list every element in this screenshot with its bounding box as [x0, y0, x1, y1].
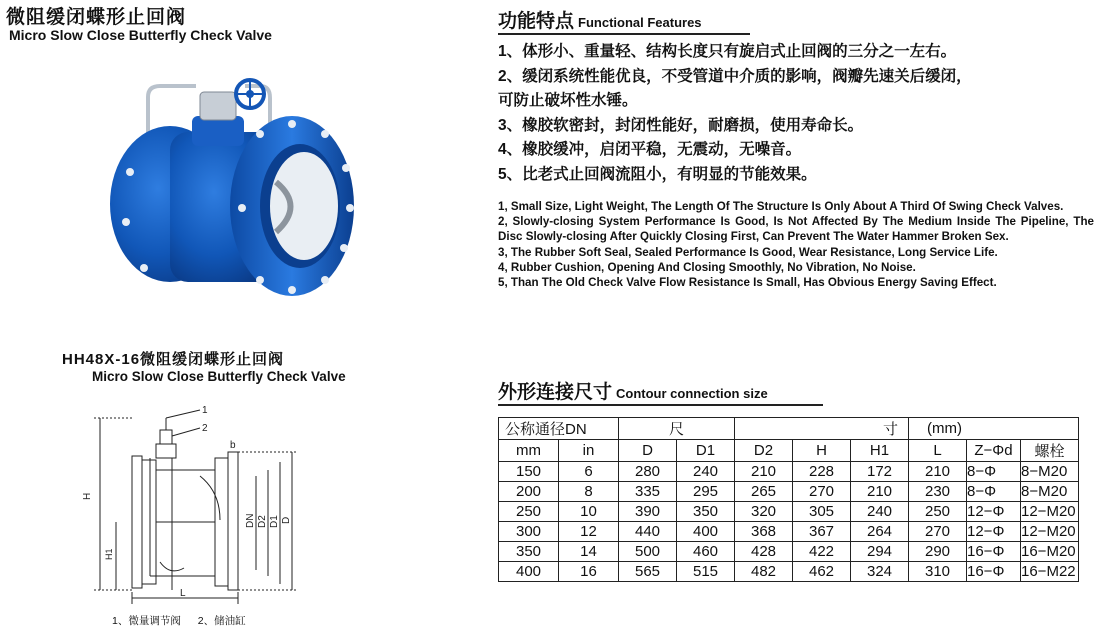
table-cell: 324: [851, 562, 909, 582]
table-cell: 8−Φ: [967, 462, 1021, 482]
table-cell: 16−M20: [1021, 542, 1079, 562]
table-cell: 264: [851, 522, 909, 542]
table-row: [499, 502, 1079, 522]
table-row: [499, 562, 1079, 582]
model-title-en: Micro Slow Close Butterfly Check Valve: [92, 369, 346, 384]
column-header: L: [909, 440, 967, 462]
features-underline: [498, 33, 750, 35]
table-cell: 500: [619, 542, 677, 562]
table-cell: 172: [851, 462, 909, 482]
table-cell: 8−M20: [1021, 482, 1079, 502]
dimensions-heading-cn: 外形连接尺寸: [498, 382, 613, 403]
product-title-en: Micro Slow Close Butterfly Check Valve: [9, 27, 272, 43]
table-cell: 400: [499, 562, 559, 582]
dimensions-heading: [498, 377, 768, 404]
features-list-en: [498, 199, 1094, 290]
feature-en-item: 5, Than The Old Check Valve Flow Resistance Is Small, Has Obvious Energy Saving Effect.: [498, 276, 997, 290]
table-cell: 294: [851, 542, 909, 562]
specs-panel: [498, 0, 1098, 633]
valve-photo: [100, 72, 360, 347]
feature-en-item: 1, Small Size, Light Weight, The Length Of The Structure Is Only About A Third Of Swing Check Valves.: [498, 200, 1064, 213]
label-DN: DN: [245, 513, 256, 528]
table-cell: 16: [559, 562, 619, 582]
table-cell: 250: [909, 502, 967, 522]
table-cell: 12−M20: [1021, 502, 1079, 522]
feature-en-item: 2, Slowly-closing System Performance Is Good, Is Not Affected By The Medium Inside The Pipeline, The Disc Slowly-closing After Quickly Closing First, Can Prevent The Water Hammer Broken Sex.: [498, 215, 1094, 244]
table-cell: 310: [909, 562, 967, 582]
table-cell: 350: [677, 502, 735, 522]
header-chi: 尺: [619, 418, 735, 440]
table-cell: 428: [735, 542, 793, 562]
features-heading: [498, 6, 702, 33]
table-cell: 10: [559, 502, 619, 522]
feature-cn-item: 5、比老式止回阀流阻小，有明显的节能效果。: [498, 165, 817, 183]
table-cell: 280: [619, 462, 677, 482]
callout-2: 2: [202, 423, 208, 434]
table-cell: 422: [793, 542, 851, 562]
table-cell: 367: [793, 522, 851, 542]
table-cell: 400: [677, 522, 735, 542]
table-row: [499, 522, 1079, 542]
model-title-cn: HH48X-16微阻缓闭蝶形止回阀: [62, 351, 285, 368]
table-cell: 16−Φ: [967, 542, 1021, 562]
table-row: [499, 482, 1079, 502]
label-H: H: [82, 492, 93, 500]
table-cell: 440: [619, 522, 677, 542]
table-row: [499, 542, 1079, 562]
table-cell: 295: [677, 482, 735, 502]
table-body: [499, 462, 1079, 582]
column-header: H1: [851, 440, 909, 462]
feature-cn-item: 可防止破坏性水锤。: [498, 92, 638, 109]
table-cell: 460: [677, 542, 735, 562]
table-cell: 200: [499, 482, 559, 502]
table-cell: 12−M20: [1021, 522, 1079, 542]
table-cell: 16−M22: [1021, 562, 1079, 582]
feature-cn-item: 1、体形小、重量轻、结构长度只有旋启式止回阀的三分之一左右。: [498, 43, 957, 60]
table-cell: 6: [559, 462, 619, 482]
table-cell: 270: [909, 522, 967, 542]
table-cell: 270: [793, 482, 851, 502]
table-cell: 390: [619, 502, 677, 522]
table-cell: 240: [677, 462, 735, 482]
label-b: b: [230, 440, 236, 451]
dimensions-heading-en: Contour connection size: [616, 386, 768, 401]
label-D2: D2: [257, 515, 268, 528]
dimensions-underline: [498, 404, 823, 406]
features-heading-cn: 功能特点: [498, 11, 575, 32]
column-header: Z−Φd: [967, 440, 1021, 462]
product-title-cn: 微阻缓闭蝶形止回阀: [6, 7, 187, 28]
table-cell: 8−Φ: [967, 482, 1021, 502]
table-header-row-2: [499, 440, 1079, 462]
label-H1: H1: [104, 548, 114, 560]
table-row: [499, 462, 1079, 482]
drawing-legend: [112, 613, 260, 628]
column-header: H: [793, 440, 851, 462]
header-unit: (mm): [909, 418, 1079, 440]
label-D: D: [281, 516, 292, 524]
table-cell: 290: [909, 542, 967, 562]
table-cell: 265: [735, 482, 793, 502]
label-L: L: [180, 588, 186, 599]
table-cell: 12−Φ: [967, 502, 1021, 522]
header-cun: 寸: [735, 418, 909, 440]
features-heading-en: Functional Features: [578, 15, 702, 30]
feature-en-item: 3, The Rubber Soft Seal, Sealed Performance Is Good, Wear Resistance, Long Service Life.: [498, 245, 998, 259]
table-cell: 16−Φ: [967, 562, 1021, 582]
table-cell: 210: [909, 462, 967, 482]
table-cell: 210: [851, 482, 909, 502]
table-header-row-1: [499, 418, 1079, 440]
table-cell: 300: [499, 522, 559, 542]
technical-drawing: [60, 400, 360, 610]
column-header: D2: [735, 440, 793, 462]
table-cell: 230: [909, 482, 967, 502]
feature-en-item: 4, Rubber Cushion, Opening And Closing Smoothly, No Vibration, No Noise.: [498, 260, 916, 274]
feature-cn-item: 3、橡胶软密封，封闭性能好，耐磨损，使用寿命长。: [498, 116, 864, 134]
table-cell: 150: [499, 462, 559, 482]
table-cell: 515: [677, 562, 735, 582]
table-cell: 12−Φ: [967, 522, 1021, 542]
table-cell: 305: [793, 502, 851, 522]
table-cell: 482: [735, 562, 793, 582]
table-cell: 565: [619, 562, 677, 582]
feature-cn-item: 4、橡胶缓冲，启闭平稳，无震动，无噪音。: [498, 141, 802, 158]
dimensions-table: [498, 417, 1079, 582]
table-cell: 335: [619, 482, 677, 502]
table-cell: 368: [735, 522, 793, 542]
table-cell: 350: [499, 542, 559, 562]
table-cell: 240: [851, 502, 909, 522]
legend-item: 2、储油缸: [197, 615, 246, 627]
column-header: in: [559, 440, 619, 462]
table-cell: 250: [499, 502, 559, 522]
column-header: mm: [499, 440, 559, 462]
column-header: 螺栓: [1021, 440, 1079, 462]
header-dn: 公称通径DN: [499, 418, 619, 440]
table-cell: 8−M20: [1021, 462, 1079, 482]
table-cell: 320: [735, 502, 793, 522]
label-D1: D1: [269, 515, 280, 528]
feature-cn-item: 2、缓闭系统性能优良，不受管道中介质的影响，阀瓣先速关后缓闭，: [498, 67, 972, 85]
column-header: D: [619, 440, 677, 462]
column-header: D1: [677, 440, 735, 462]
table-cell: 462: [793, 562, 851, 582]
table-cell: 210: [735, 462, 793, 482]
table-cell: 228: [793, 462, 851, 482]
product-panel: [0, 0, 480, 633]
table-cell: 8: [559, 482, 619, 502]
legend-item: 1、微量调节阀: [112, 615, 181, 627]
table-cell: 12: [559, 522, 619, 542]
features-list-cn: [498, 40, 1098, 187]
callout-1: 1: [202, 405, 208, 416]
table-cell: 14: [559, 542, 619, 562]
